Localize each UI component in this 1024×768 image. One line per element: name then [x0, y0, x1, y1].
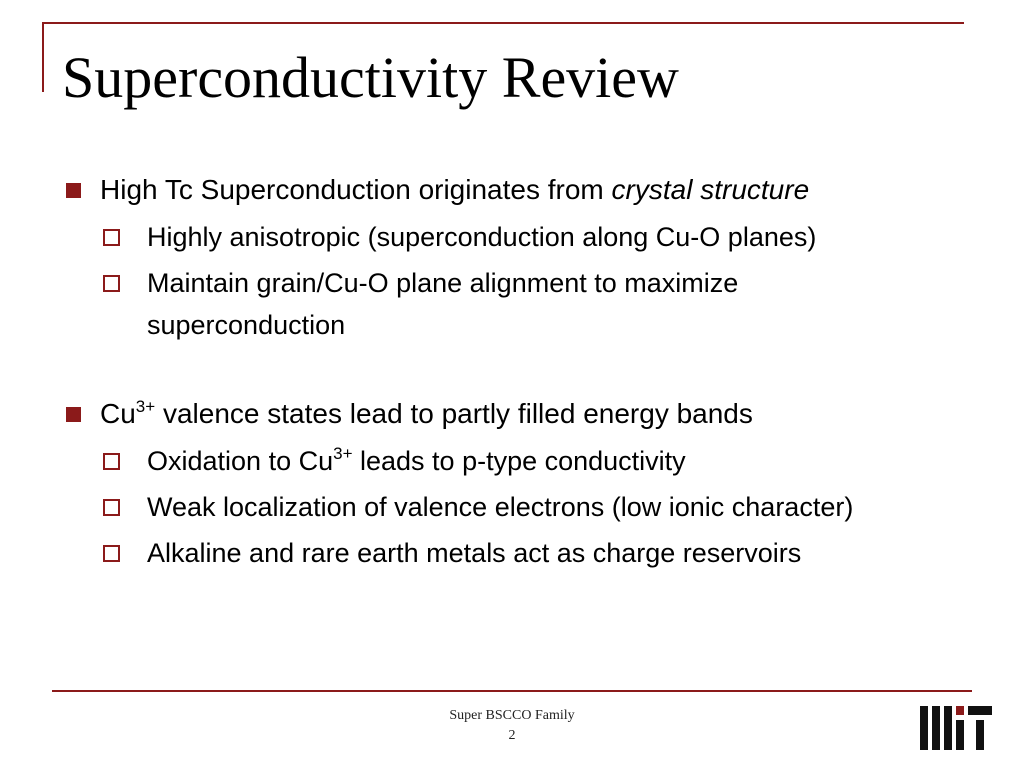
- sub-bullet-1-1-text: Highly anisotropic (superconduction along Cu-O planes): [147, 222, 817, 252]
- bullet-1-text: High Tc Superconduction originates from: [100, 174, 612, 205]
- sub-bullet-2-3-text: Alkaline and rare earth metals act as charge reservoirs: [147, 538, 802, 568]
- sub-bullet-1-2: [0, 262, 1024, 346]
- hollow-square-bullet-icon: [103, 229, 120, 246]
- title-accent-vertical-rule: [42, 22, 44, 92]
- filled-square-bullet-icon: [66, 407, 81, 422]
- filled-square-bullet-icon: [66, 183, 81, 198]
- sub-bullet-2-2: [0, 486, 1024, 528]
- hollow-square-bullet-icon: [103, 545, 120, 562]
- bullet-2-prefix: Cu: [100, 398, 136, 429]
- mit-logo-icon: [920, 706, 992, 750]
- sub-bullet-2-1: [0, 440, 1024, 482]
- bullet-2-text: valence states lead to partly filled energy bands: [155, 398, 753, 429]
- hollow-square-bullet-icon: [103, 499, 120, 516]
- slide-body: [0, 168, 1024, 574]
- hollow-square-bullet-icon: [103, 275, 120, 292]
- sub-bullet-2-3: [0, 532, 1024, 574]
- footer-title: Super BSCCO Family: [449, 708, 575, 723]
- sub-bullet-1-1: [0, 216, 1024, 258]
- title-accent-horizontal-rule: [42, 22, 964, 24]
- page-number: 2: [508, 728, 516, 743]
- bullet-2-superscript: 3+: [135, 397, 156, 416]
- sub-bullet-2-1-superscript: 3+: [333, 444, 353, 463]
- slide-title: Superconductivity Review: [62, 45, 679, 110]
- sub-bullet-1-2-text: Maintain grain/Cu-O plane alignment to maximize superconduction: [147, 268, 739, 340]
- sub-bullet-2-2-text: Weak localization of valence electrons (low ionic character): [147, 492, 854, 522]
- hollow-square-bullet-icon: [103, 453, 120, 470]
- sub-bullet-2-1-text: leads to p-type conductivity: [352, 446, 686, 476]
- bullet-1: [0, 168, 1024, 212]
- sub-bullet-2-1-prefix: Oxidation to Cu: [147, 446, 334, 476]
- bullet-1-emphasis: crystal structure: [611, 174, 810, 205]
- footer-rule: [52, 690, 972, 692]
- bullet-2: [0, 392, 1024, 436]
